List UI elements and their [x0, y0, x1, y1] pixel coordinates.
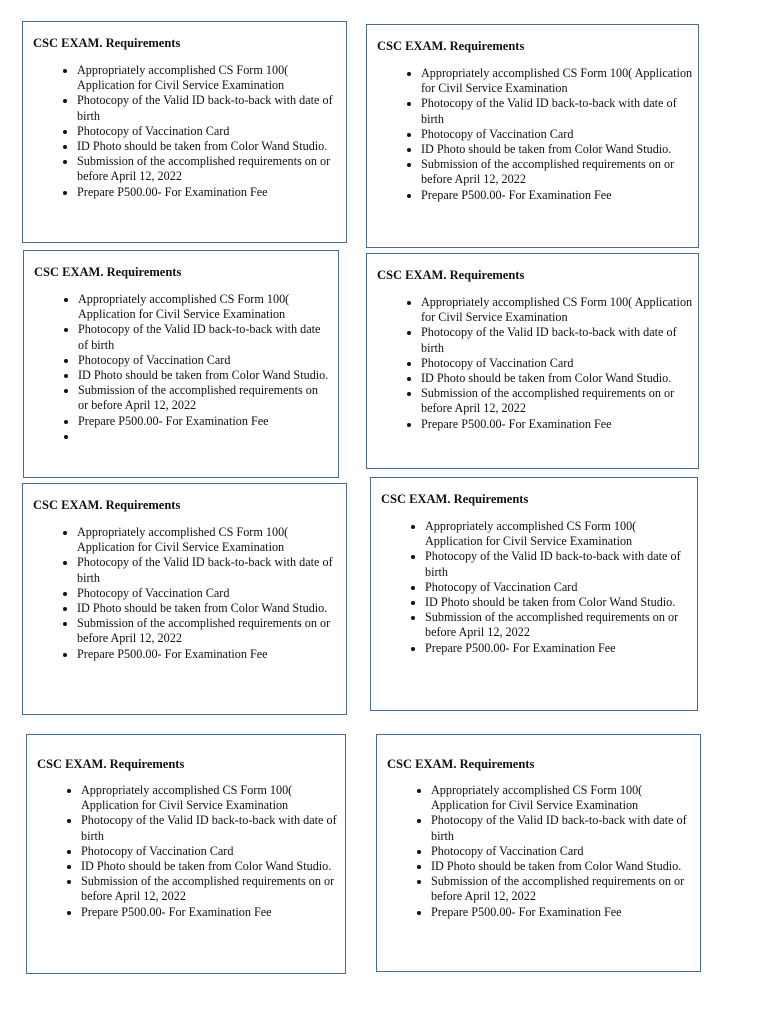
card-title: CSC EXAM. Requirements: [381, 492, 529, 506]
list-item: • Appropriately accomplished CS Form 100( Application for Civil Service Examination: [77, 63, 341, 93]
requirements-list: [57, 525, 341, 662]
list-item: • Prepare P500.00- For Examination Fee: [77, 185, 341, 200]
list-item: • Submission of the accomplished requirements on or before April 12, 2022: [421, 157, 693, 187]
list-item: • Photocopy of the Valid ID back-to-back with date of birth: [77, 93, 341, 123]
card-title: CSC EXAM. Requirements: [34, 265, 182, 279]
requirements-card: [22, 483, 347, 715]
list-item: • ID Photo should be taken from Color Wand Studio.: [431, 859, 697, 874]
list-item: • Photocopy of the Valid ID back-to-back with date of birth: [421, 325, 693, 355]
list-item: • Photocopy of the Valid ID back-to-back with date of birth: [77, 555, 341, 585]
list-item: • ID Photo should be taken from Color Wand Studio.: [77, 139, 341, 154]
requirements-list: [61, 783, 343, 920]
requirements-card: [366, 24, 699, 248]
list-item: • Prepare P500.00- For Examination Fee: [81, 905, 343, 920]
list-item: • Photocopy of the Valid ID back-to-back with date of birth: [431, 813, 697, 843]
list-item: • Appropriately accomplished CS Form 100( Application for Civil Service Examination: [421, 66, 693, 96]
list-item: • Appropriately accomplished CS Form 100( Application for Civil Service Examination: [77, 525, 341, 555]
list-item: • ID Photo should be taken from Color Wand Studio.: [78, 368, 330, 383]
list-item: • Appropriately accomplished CS Form 100( Application for Civil Service Examination: [431, 783, 697, 813]
list-item: • Photocopy of the Valid ID back-to-back with date of birth: [421, 96, 693, 126]
requirements-list: [401, 295, 693, 432]
list-item: • Photocopy of the Valid ID back-to-back with date of birth: [78, 322, 330, 352]
list-item: • Appropriately accomplished CS Form 100( Application for Civil Service Examination: [421, 295, 693, 325]
list-item: • Prepare P500.00- For Examination Fee: [421, 188, 693, 203]
list-item: • Submission of the accomplished requirements on or before April 12, 2022: [78, 383, 330, 413]
card-title: CSC EXAM. Requirements: [377, 39, 525, 53]
list-item: • Prepare P500.00- For Examination Fee: [77, 647, 341, 662]
list-item: • Submission of the accomplished requirements on or before April 12, 2022: [431, 874, 697, 904]
card-title: CSC EXAM. Requirements: [387, 757, 535, 771]
list-item: • ID Photo should be taken from Color Wand Studio.: [77, 601, 341, 616]
list-item: • Appropriately accomplished CS Form 100( Application for Civil Service Examination: [425, 519, 693, 549]
list-item: • Photocopy of Vaccination Card: [431, 844, 697, 859]
list-item: • Prepare P500.00- For Examination Fee: [425, 641, 693, 656]
list-item: • Photocopy of Vaccination Card: [78, 353, 330, 368]
requirements-card: [26, 734, 346, 974]
list-item: • Appropriately accomplished CS Form 100( Application for Civil Service Examination: [81, 783, 343, 813]
list-item: • Photocopy of Vaccination Card: [77, 586, 341, 601]
requirements-card: [366, 253, 699, 469]
requirements-list: [405, 519, 693, 656]
requirements-card: [22, 21, 347, 243]
card-title: CSC EXAM. Requirements: [377, 268, 525, 282]
list-item: • Photocopy of Vaccination Card: [425, 580, 693, 595]
list-item: • Submission of the accomplished requirements on or before April 12, 2022: [421, 386, 693, 416]
list-item: • ID Photo should be taken from Color Wand Studio.: [421, 142, 693, 157]
requirements-card: [376, 734, 701, 972]
list-item: • ID Photo should be taken from Color Wand Studio.: [421, 371, 693, 386]
card-title: CSC EXAM. Requirements: [33, 498, 181, 512]
list-item: • Submission of the accomplished requirements on or before April 12, 2022: [77, 616, 341, 646]
card-title: CSC EXAM. Requirements: [37, 757, 185, 771]
list-item: • Submission of the accomplished requirements on or before April 12, 2022: [81, 874, 343, 904]
list-item: • Photocopy of the Valid ID back-to-back with date of birth: [81, 813, 343, 843]
list-item: • ID Photo should be taken from Color Wand Studio.: [81, 859, 343, 874]
list-item: • Photocopy of Vaccination Card: [421, 356, 693, 371]
list-item: • Submission of the accomplished requirements on or before April 12, 2022: [425, 610, 693, 640]
requirements-card: [370, 477, 698, 711]
list-item: • ID Photo should be taken from Color Wand Studio.: [425, 595, 693, 610]
requirements-list: [411, 783, 697, 920]
list-item: • Photocopy of Vaccination Card: [421, 127, 693, 142]
list-item: • Photocopy of Vaccination Card: [81, 844, 343, 859]
list-item: • Prepare P500.00- For Examination Fee: [421, 417, 693, 432]
requirements-list: [58, 292, 330, 444]
requirements-list: [401, 66, 693, 203]
list-item: • Appropriately accomplished CS Form 100( Application for Civil Service Examination: [78, 292, 330, 322]
list-item: • Photocopy of Vaccination Card: [77, 124, 341, 139]
list-item: [78, 429, 330, 444]
list-item: • Photocopy of the Valid ID back-to-back with date of birth: [425, 549, 693, 579]
list-item: • Prepare P500.00- For Examination Fee: [431, 905, 697, 920]
list-item: • Prepare P500.00- For Examination Fee: [78, 414, 330, 429]
requirements-card: [23, 250, 339, 478]
list-item: • Submission of the accomplished requirements on or before April 12, 2022: [77, 154, 341, 184]
requirements-list: [57, 63, 341, 200]
card-title: CSC EXAM. Requirements: [33, 36, 181, 50]
